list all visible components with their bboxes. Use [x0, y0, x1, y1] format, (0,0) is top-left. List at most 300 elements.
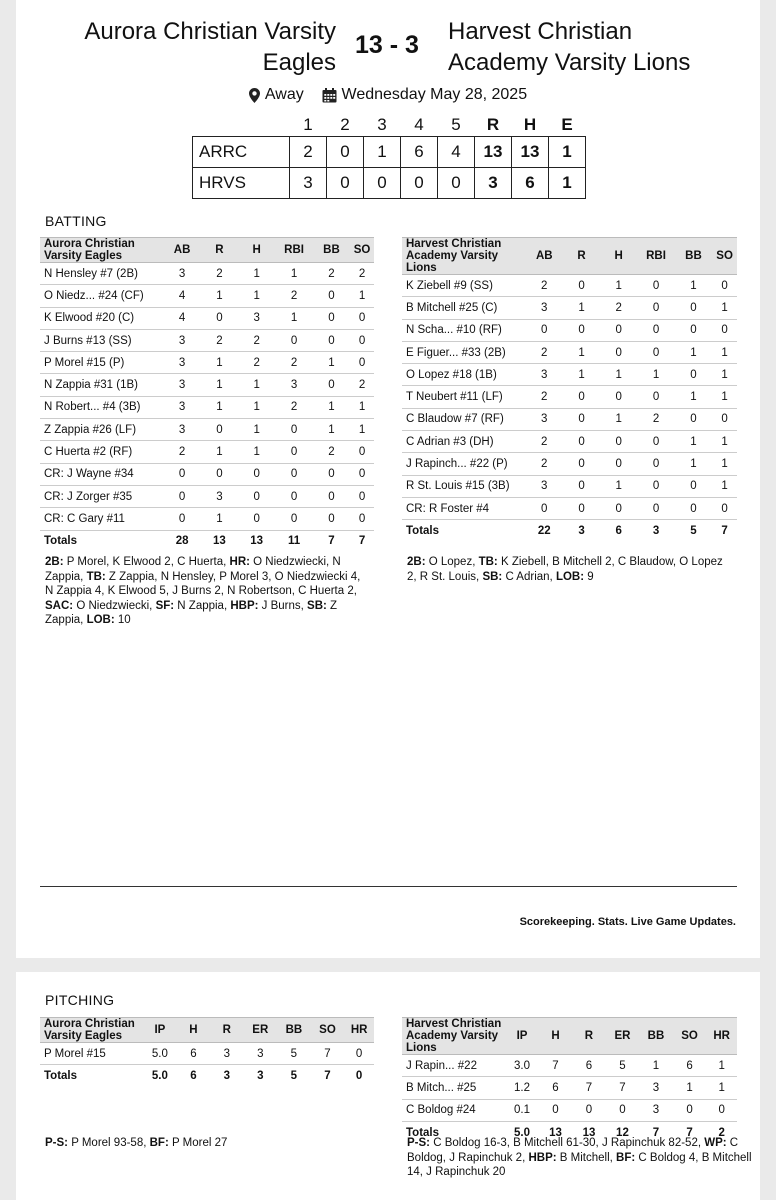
stat-cell: 1: [238, 285, 275, 307]
stat-cell: 2: [275, 352, 312, 374]
player-name: CR: R Foster #4: [402, 497, 526, 519]
home-batting-notes: [407, 555, 732, 584]
player-name: C Boldog #24: [402, 1099, 505, 1121]
stat-cell: 1: [637, 364, 674, 386]
inning-cell: 0: [438, 168, 475, 199]
note-text: P Morel, K Elwood 2, C Huerta,: [63, 556, 230, 568]
stat-cell: 1: [563, 364, 600, 386]
stat-column-header: ER: [244, 1018, 278, 1043]
stat-cell: 1: [712, 475, 737, 497]
stat-cell: 0: [706, 1099, 737, 1121]
player-row[interactable]: [402, 408, 737, 430]
player-name: C Huerta #2 (RF): [40, 441, 163, 463]
note-text: C Boldog 16-3, B Mitchell 61-30, J Rapinchuk 82-52,: [430, 1137, 705, 1149]
note-label: HBP:: [230, 599, 259, 612]
stat-cell: 0: [563, 497, 600, 519]
stat-cell: 6: [673, 1055, 707, 1077]
player-name: E Figuer... #33 (2B): [402, 341, 526, 363]
stat-cell: 2: [201, 329, 238, 351]
stat-cell: 1: [201, 508, 238, 530]
player-row[interactable]: [40, 285, 374, 307]
stat-cell: 0: [163, 508, 200, 530]
stat-cell: 0: [637, 431, 674, 453]
stat-cell: 0: [675, 364, 712, 386]
note-text: 10: [114, 614, 131, 626]
player-name: N Zappia #31 (1B): [40, 374, 163, 396]
inning-cell: 2: [290, 137, 327, 168]
stat-column-header: SO: [350, 238, 374, 263]
totals-cell: 3: [578, 524, 585, 537]
player-row[interactable]: [402, 275, 737, 297]
errors-cell: 1: [549, 137, 586, 168]
stat-cell: 1: [675, 431, 712, 453]
game-header: [16, 16, 760, 76]
player-row[interactable]: [402, 297, 737, 319]
stat-cell: 3: [639, 1077, 673, 1099]
stat-cell: 3: [639, 1099, 673, 1121]
stat-cell: 0: [600, 319, 637, 341]
player-row[interactable]: [40, 352, 374, 374]
player-row[interactable]: [40, 396, 374, 418]
note-label: SB:: [307, 599, 327, 612]
stat-cell: 0: [712, 497, 737, 519]
stat-cell: 1: [201, 374, 238, 396]
hits-cell: 6: [512, 168, 549, 199]
stat-cell: 0: [163, 463, 200, 485]
stat-cell: 0: [712, 275, 737, 297]
totals-label: Totals: [44, 535, 78, 548]
stat-cell: 1: [563, 297, 600, 319]
inning-cell: 0: [401, 168, 438, 199]
stat-cell: 7: [311, 1043, 345, 1065]
stat-cell: 2: [526, 453, 563, 475]
stat-cell: 0: [606, 1099, 640, 1121]
stat-cell: 1.2: [505, 1077, 539, 1099]
totals-cell: 22: [537, 524, 551, 537]
note-text: B Mitchell,: [556, 1151, 617, 1164]
stat-column-header: IP: [143, 1018, 177, 1043]
note-text: O Niedzwiecki, N Zappia,: [45, 556, 341, 583]
player-row[interactable]: [40, 374, 374, 396]
player-row[interactable]: [402, 1077, 737, 1099]
note-text: O Niedzwiecki,: [73, 599, 156, 612]
totals-cell: 6: [190, 1069, 197, 1082]
hits-header: H: [523, 115, 537, 134]
away-pitching-notes: [45, 1136, 367, 1151]
stat-cell: 0.1: [505, 1099, 539, 1121]
stat-cell: 0: [637, 497, 674, 519]
divider: [40, 886, 737, 887]
stat-cell: 1: [706, 1077, 737, 1099]
stat-column-header: SO: [673, 1018, 707, 1055]
stat-column-header: AB: [526, 238, 563, 275]
stat-cell: 0: [600, 341, 637, 363]
team-column-header: Harvest Christian Academy Varsity Lions: [402, 1018, 505, 1055]
stat-cell: 0: [238, 463, 275, 485]
stat-cell: 5: [606, 1055, 640, 1077]
stat-cell: 1: [675, 275, 712, 297]
totals-cell: 7: [652, 1126, 660, 1139]
player-name: O Niedz... #24 (CF): [40, 285, 163, 307]
totals-cell: 5: [290, 1069, 298, 1082]
stat-cell: 2: [350, 374, 374, 396]
player-name: P Morel #15: [40, 1043, 143, 1065]
stat-column-header: SO: [712, 238, 737, 275]
stat-column-header: BB: [313, 238, 350, 263]
stat-cell: 0: [526, 319, 563, 341]
stat-cell: 3: [163, 263, 200, 285]
stat-column-header: IP: [505, 1018, 539, 1055]
stat-cell: 0: [675, 497, 712, 519]
home-pitching-table: [402, 1017, 737, 1143]
stat-cell: 0: [275, 463, 312, 485]
stat-cell: 0: [563, 408, 600, 430]
date: [322, 86, 528, 104]
date-label: Wednesday May 28, 2025: [341, 86, 528, 103]
stat-cell: 6: [539, 1077, 572, 1099]
inning-header: 4: [414, 115, 424, 134]
home-team-name-line2: Academy Varsity Lions: [448, 49, 691, 76]
totals-cell: 7: [324, 1069, 331, 1082]
stat-cell: 1: [238, 419, 275, 441]
player-row[interactable]: [40, 263, 374, 285]
note-label: BF:: [149, 1137, 169, 1149]
home-team-name[interactable]: [448, 16, 690, 78]
player-row[interactable]: [40, 307, 374, 329]
player-name: R St. Louis #15 (3B): [402, 475, 526, 497]
note-text: O Lopez,: [425, 556, 479, 568]
stat-cell: 1: [350, 396, 374, 418]
totals-label: Totals: [44, 1069, 78, 1082]
player-name: T Neubert #11 (LF): [402, 386, 526, 408]
away-team-name-line2: Eagles: [262, 49, 336, 76]
stat-cell: 0: [563, 319, 600, 341]
stat-cell: 3: [163, 396, 200, 418]
final-score: 13 - 3: [355, 31, 419, 59]
stat-cell: 1: [712, 431, 737, 453]
stat-cell: 3: [210, 1043, 243, 1065]
stat-cell: 3: [526, 475, 563, 497]
stat-cell: 2: [526, 431, 563, 453]
totals-row: [40, 530, 374, 552]
stat-cell: 4: [163, 307, 200, 329]
stat-cell: 3: [163, 374, 200, 396]
stat-cell: 1: [201, 352, 238, 374]
player-row[interactable]: [40, 1043, 374, 1065]
player-row[interactable]: [40, 508, 374, 530]
errors-cell: 1: [549, 168, 586, 199]
totals-cell: 7: [686, 1126, 693, 1139]
away-pitching-table: [40, 1017, 374, 1087]
totals-cell: 7: [721, 524, 728, 537]
stat-cell: 0: [350, 352, 374, 374]
player-row[interactable]: [40, 485, 374, 507]
stat-cell: 1: [313, 396, 350, 418]
stat-cell: 1: [712, 386, 737, 408]
location-label: Away: [264, 86, 304, 103]
stat-column-header: RBI: [275, 238, 312, 263]
stat-column-header: H: [238, 238, 275, 263]
stat-cell: 0: [675, 297, 712, 319]
runs-cell: 13: [475, 137, 512, 168]
stat-cell: 1: [675, 341, 712, 363]
player-name: O Lopez #18 (1B): [402, 364, 526, 386]
stat-cell: 1: [238, 263, 275, 285]
player-name: P Morel #15 (P): [40, 352, 163, 374]
stat-cell: 0: [275, 485, 312, 507]
away-team-name[interactable]: [84, 16, 336, 78]
stat-cell: 1: [675, 386, 712, 408]
away-batting-table: [40, 237, 374, 552]
note-text: N Zappia,: [174, 599, 231, 612]
player-name: B Mitch... #25: [402, 1077, 505, 1099]
stat-column-header: BB: [675, 238, 712, 275]
line-score-team: ARRC: [193, 137, 290, 168]
player-row[interactable]: [402, 319, 737, 341]
player-name: CR: J Zorger #35: [40, 485, 163, 507]
totals-cell: 3: [257, 1069, 264, 1082]
stat-cell: 1: [238, 396, 275, 418]
team-column-header: Harvest Christian Academy Varsity Lions: [402, 238, 526, 275]
calendar-icon: [322, 88, 337, 103]
stat-cell: 1: [313, 352, 350, 374]
inning-header: 5: [451, 115, 461, 134]
stat-cell: 6: [572, 1055, 605, 1077]
stat-column-header: R: [201, 238, 238, 263]
stat-cell: 3: [201, 485, 238, 507]
player-name: J Rapin... #22: [402, 1055, 505, 1077]
totals-cell: 28: [175, 535, 189, 548]
stat-cell: 0: [201, 463, 238, 485]
away-batting-notes: [45, 555, 367, 628]
stat-cell: 0: [201, 419, 238, 441]
player-row[interactable]: [402, 475, 737, 497]
note-text: 9: [584, 570, 594, 583]
stat-cell: 0: [238, 485, 275, 507]
player-row[interactable]: [40, 463, 374, 485]
stat-cell: 0: [563, 475, 600, 497]
stat-column-header: ER: [606, 1018, 640, 1055]
stat-cell: 3.0: [505, 1055, 539, 1077]
stat-cell: 0: [600, 431, 637, 453]
totals-row: [402, 520, 737, 542]
stat-cell: 2: [313, 441, 350, 463]
stat-cell: 0: [313, 374, 350, 396]
stat-cell: 0: [275, 441, 312, 463]
note-label: SAC:: [45, 599, 74, 612]
totals-cell: 5.0: [151, 1069, 168, 1082]
player-name: N Scha... #10 (RF): [402, 319, 526, 341]
stat-cell: 0: [526, 497, 563, 519]
player-row[interactable]: [40, 441, 374, 463]
location: [249, 86, 304, 104]
note-text: P Morel 93-58,: [68, 1137, 150, 1149]
stat-cell: 1: [201, 285, 238, 307]
stat-cell: 0: [313, 508, 350, 530]
stat-cell: 2: [238, 352, 275, 374]
note-text: Z Zappia,: [45, 599, 338, 626]
player-name: N Hensley #7 (2B): [40, 263, 163, 285]
line-score-row-away: [193, 137, 586, 168]
player-name: N Robert... #4 (3B): [40, 396, 163, 418]
player-row[interactable]: [402, 1055, 737, 1077]
stat-cell: 3: [163, 352, 200, 374]
inning-cell: 3: [290, 168, 327, 199]
stat-cell: 3: [163, 419, 200, 441]
player-name: K Ziebell #9 (SS): [402, 275, 526, 297]
stat-cell: 3: [244, 1043, 278, 1065]
line-score-table: [192, 114, 586, 199]
stat-column-header: R: [563, 238, 600, 275]
batting-section-title: BATTING: [45, 213, 107, 229]
stat-cell: 3: [526, 408, 563, 430]
totals-cell: 11: [287, 535, 301, 548]
note-label: TB:: [478, 556, 498, 568]
stat-cell: 3: [526, 297, 563, 319]
runs-header: R: [486, 115, 500, 134]
stat-cell: 1: [600, 275, 637, 297]
stat-cell: 1: [313, 419, 350, 441]
stat-cell: 0: [675, 319, 712, 341]
player-name: Z Zappia #26 (LF): [40, 419, 163, 441]
note-label: P-S:: [45, 1137, 68, 1149]
stat-cell: 0: [539, 1099, 572, 1121]
stat-cell: 1: [673, 1077, 707, 1099]
player-row[interactable]: [402, 341, 737, 363]
stat-cell: 1: [712, 364, 737, 386]
stat-column-header: RBI: [637, 238, 674, 275]
pitching-card: [16, 972, 760, 1200]
stat-cell: 1: [600, 475, 637, 497]
totals-row: [40, 1065, 374, 1087]
player-row[interactable]: [402, 386, 737, 408]
totals-cell: 12: [616, 1126, 629, 1139]
stat-column-header: BB: [639, 1018, 673, 1055]
home-batting-table: [402, 237, 737, 542]
stat-cell: 2: [313, 263, 350, 285]
stat-cell: 0: [563, 431, 600, 453]
totals-cell: 13: [213, 535, 226, 548]
stat-cell: 1: [350, 285, 374, 307]
stat-cell: 0: [313, 463, 350, 485]
stat-cell: 0: [673, 1099, 707, 1121]
stat-cell: 0: [563, 275, 600, 297]
player-row[interactable]: [402, 453, 737, 475]
note-text: Z Zappia, N Hensley, P Morel 3, O Niedzwiecki 4, N Zappia 4, K Elwood 5, J Burns 2, N Robertson, C Huerta 2,: [45, 570, 361, 597]
player-name: J Burns #13 (SS): [40, 329, 163, 351]
player-row[interactable]: [402, 431, 737, 453]
pitching-section-title: PITCHING: [45, 992, 115, 1008]
stat-cell: 0: [350, 329, 374, 351]
inning-cell: 1: [364, 137, 401, 168]
stat-cell: 1: [563, 341, 600, 363]
inning-cell: 4: [438, 137, 475, 168]
player-row[interactable]: [402, 497, 737, 519]
player-row[interactable]: [402, 364, 737, 386]
stat-column-header: AB: [163, 238, 200, 263]
stat-cell: 2: [238, 329, 275, 351]
player-row[interactable]: [402, 1099, 737, 1121]
stat-cell: 0: [637, 341, 674, 363]
stat-cell: 1: [238, 441, 275, 463]
player-name: CR: C Gary #11: [40, 508, 163, 530]
stat-cell: 0: [275, 329, 312, 351]
stat-cell: 1: [600, 364, 637, 386]
stat-cell: 3: [238, 307, 275, 329]
location-pin-icon: [249, 88, 260, 103]
team-column-header: Aurora Christian Varsity Eagles: [40, 238, 163, 263]
line-score-team: HRVS: [193, 168, 290, 199]
stat-column-header: HR: [344, 1018, 374, 1043]
note-label: P-S:: [407, 1137, 430, 1149]
stat-cell: 1: [201, 441, 238, 463]
player-name: K Elwood #20 (C): [40, 307, 163, 329]
stat-cell: 2: [350, 263, 374, 285]
stat-cell: 0: [275, 508, 312, 530]
stat-column-header: BB: [277, 1018, 311, 1043]
stat-cell: 0: [563, 453, 600, 475]
stat-column-header: H: [600, 238, 637, 275]
stat-cell: 2: [526, 275, 563, 297]
stat-cell: 0: [637, 319, 674, 341]
player-name: C Adrian #3 (DH): [402, 431, 526, 453]
stat-cell: 0: [350, 485, 374, 507]
stat-cell: 1: [712, 297, 737, 319]
stat-column-header: SO: [311, 1018, 345, 1043]
stat-cell: 2: [163, 441, 200, 463]
note-label: SB:: [482, 570, 503, 583]
note-text: C Boldog 4, B Mitchell 14, J Rapinchuk 20: [407, 1151, 752, 1178]
note-label: SF:: [155, 599, 175, 612]
note-label: WP:: [704, 1137, 727, 1149]
totals-cell: 13: [250, 535, 264, 548]
stat-cell: 0: [350, 463, 374, 485]
note-text: C Adrian,: [502, 570, 556, 583]
stat-cell: 0: [350, 508, 374, 530]
player-row[interactable]: [40, 419, 374, 441]
stat-cell: 0: [600, 453, 637, 475]
errors-header: E: [561, 115, 573, 134]
stat-cell: 5: [277, 1043, 311, 1065]
player-name: J Rapinch... #22 (P): [402, 453, 526, 475]
box-score-card: [16, 0, 760, 958]
stat-cell: 2: [275, 285, 312, 307]
stat-cell: 0: [600, 497, 637, 519]
stat-column-header: HR: [706, 1018, 737, 1055]
note-label: TB:: [86, 570, 106, 583]
stat-cell: 7: [606, 1077, 640, 1099]
stat-cell: 0: [163, 485, 200, 507]
stat-cell: 7: [539, 1055, 572, 1077]
home-team-name-line1: Harvest Christian: [448, 18, 633, 45]
stat-cell: 1: [350, 419, 374, 441]
totals-cell: 7: [358, 535, 366, 548]
totals-cell: 3: [223, 1069, 230, 1082]
line-score-corner: [193, 114, 290, 137]
stat-cell: 0: [350, 441, 374, 463]
note-label: 2B:: [45, 556, 64, 568]
stat-cell: 0: [238, 508, 275, 530]
inning-cell: 6: [401, 137, 438, 168]
stat-cell: 6: [177, 1043, 210, 1065]
stat-cell: 0: [313, 285, 350, 307]
stat-cell: 0: [712, 319, 737, 341]
stat-cell: 1: [201, 396, 238, 418]
totals-cell: 0: [355, 1069, 363, 1082]
totals-cell: 3: [652, 524, 660, 537]
stat-cell: 1: [600, 408, 637, 430]
player-row[interactable]: [40, 329, 374, 351]
